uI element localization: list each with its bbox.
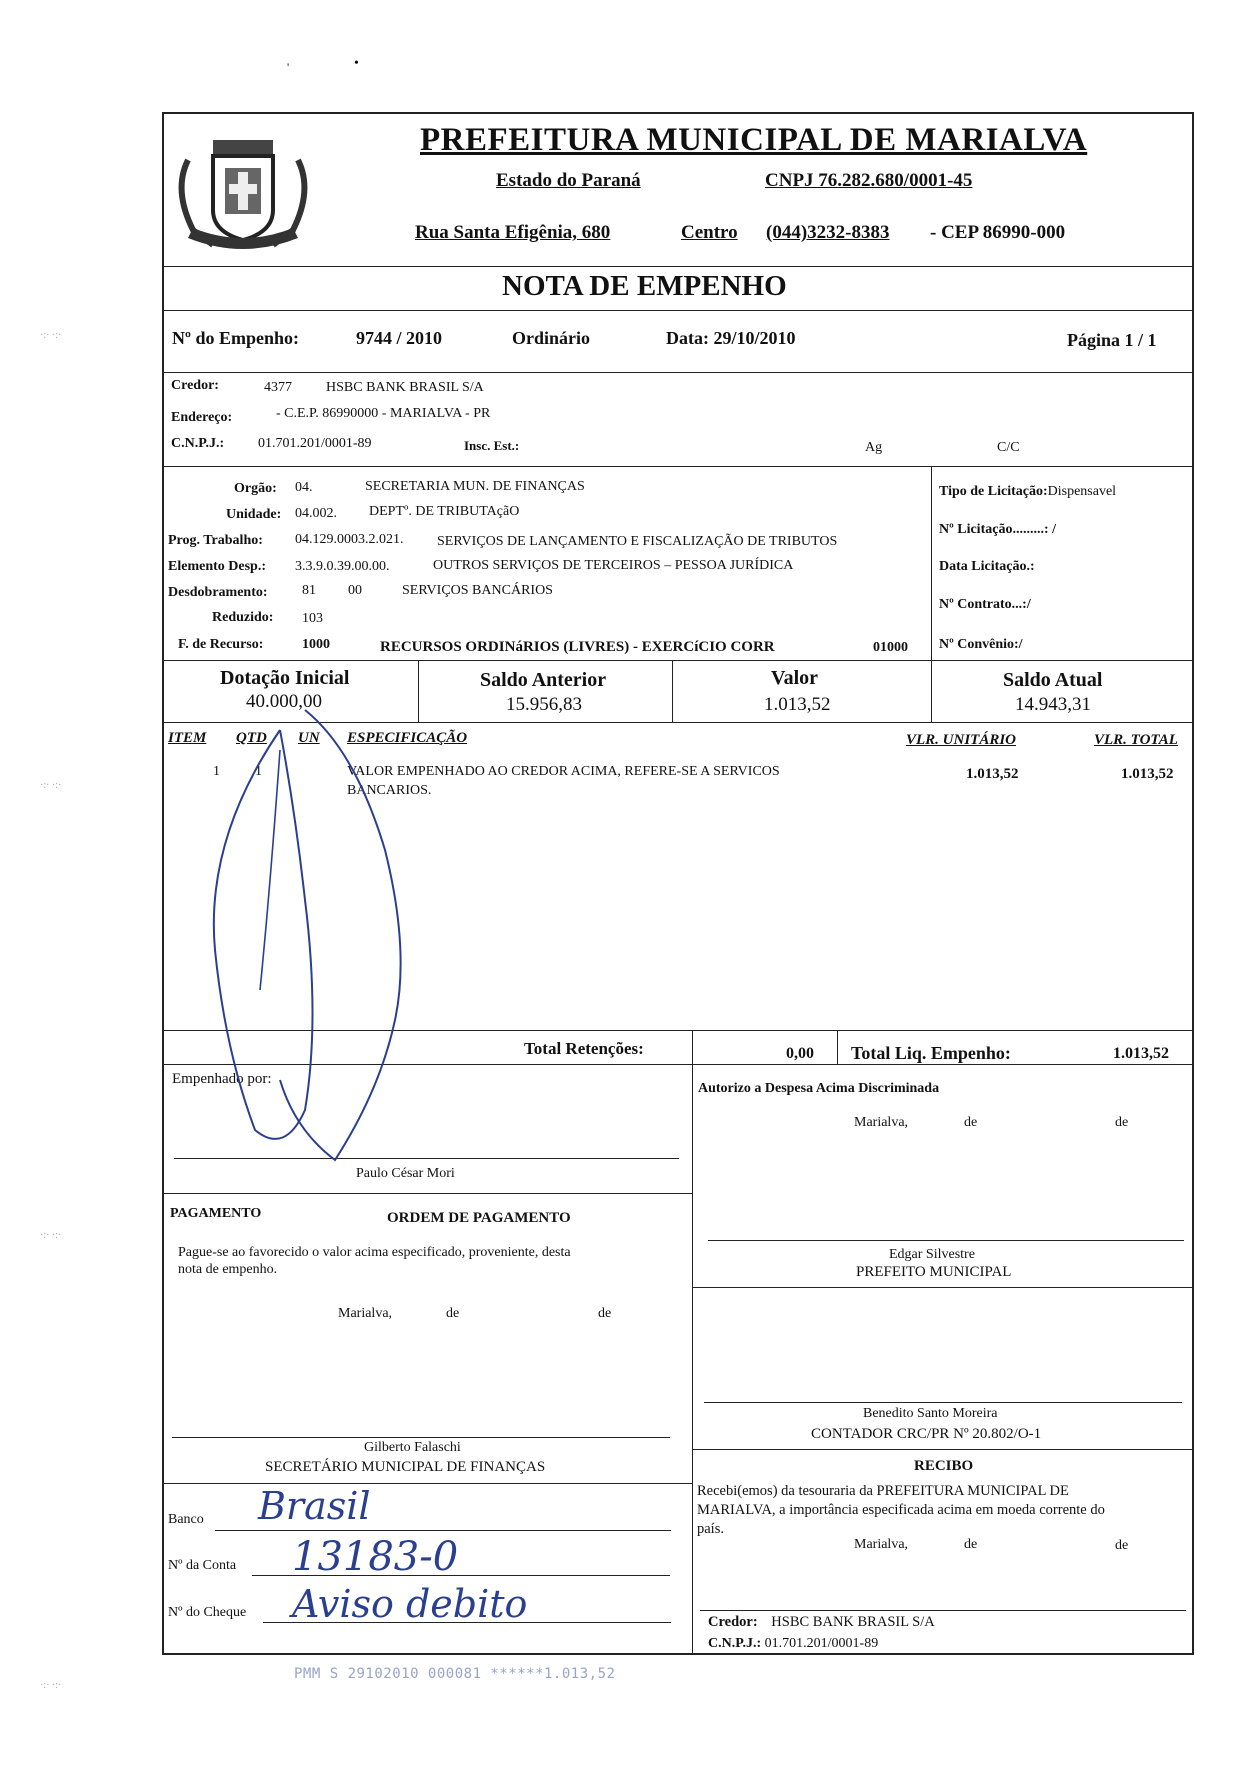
- cheque-handwritten: Aviso debito: [292, 1582, 528, 1626]
- insc-est-label: Insc. Est.:: [464, 438, 520, 453]
- recibo-marialva: Marialva,: [854, 1537, 909, 1552]
- conta-corrente-label: C/C: [997, 440, 1020, 455]
- reduzido-value: 103: [302, 611, 323, 626]
- fonte-recurso-label: F. de Recurso:: [178, 637, 264, 652]
- recibo-de-1: de: [964, 1537, 978, 1552]
- item-row-description: VALOR EMPENHADO AO CREDOR ACIMA, REFERE-SE A SERVICOS: [347, 764, 780, 779]
- prefeito-name: Edgar Silvestre: [889, 1247, 975, 1262]
- saldo-atual-label: Saldo Atual: [1003, 669, 1103, 691]
- conta-handwritten: 13183-0: [292, 1534, 459, 1580]
- recibo-text-3: país.: [697, 1521, 724, 1537]
- unidade-name: DEPTº. DE TRIBUTAçãO: [369, 504, 520, 519]
- divider: [672, 660, 673, 722]
- signature-line: [708, 1240, 1184, 1241]
- fonte-recurso-code2: 01000: [873, 640, 908, 655]
- pagamento-text: Pague-se ao favorecido o valor acima especificado, proveniente, desta: [178, 1245, 571, 1260]
- divider: [692, 1030, 693, 1064]
- pagamento-de-1: de: [446, 1306, 460, 1321]
- scan-noise: ·:· ·:·: [40, 1230, 62, 1241]
- recibo-text: Recebi(emos) da tesouraria da PREFEITURA MUNICIPAL DE: [697, 1483, 1069, 1499]
- unidade-label: Unidade:: [226, 507, 282, 522]
- signature-line: [700, 1610, 1186, 1611]
- desdobramento-name: SERVIÇOS BANCÁRIOS: [402, 583, 553, 598]
- col-header-un: UN: [298, 730, 320, 746]
- pagamento-title: PAGAMENTO: [170, 1206, 262, 1221]
- total-retencoes-value: 0,00: [786, 1045, 814, 1062]
- elemento-label: Elemento Desp.:: [168, 559, 266, 574]
- scan-noise: ·:· ·:·: [40, 1680, 62, 1691]
- contador-title: CONTADOR CRC/PR Nº 20.802/O-1: [811, 1426, 1042, 1442]
- fonte-recurso-code: 1000: [302, 637, 330, 652]
- num-convenio: Nº Convênio:/: [939, 637, 1023, 652]
- col-header-item: ITEM: [168, 730, 207, 746]
- header-cep: - CEP 86990-000: [930, 222, 1066, 243]
- credor-label: Credor:: [171, 378, 219, 393]
- signature-line: [704, 1402, 1182, 1403]
- empenhado-por-name: Paulo César Mori: [356, 1166, 455, 1181]
- pagamento-marialva: Marialva,: [338, 1306, 393, 1321]
- prog-trabalho-code: 04.129.0003.2.021.: [295, 532, 404, 547]
- recibo-cnpj-value: 01.701.201/0001-89: [764, 1636, 879, 1651]
- scan-noise: ·:· ·:·: [40, 330, 62, 341]
- contador-name: Benedito Santo Moreira: [863, 1406, 998, 1421]
- banco-handwritten: Brasil: [258, 1484, 371, 1528]
- divider: [162, 1193, 692, 1194]
- divider: [837, 1030, 838, 1064]
- pagamento-text-2: nota de empenho.: [178, 1262, 278, 1277]
- empenhado-por-label: Empenhado por:: [172, 1071, 272, 1087]
- secretario-title: SECRETÁRIO MUNICIPAL DE FINANÇAS: [265, 1459, 546, 1475]
- valor-value: 1.013,52: [764, 694, 831, 715]
- tipo-licitacao-label: Tipo de Licitação:: [939, 484, 1048, 499]
- orgao-name: SECRETARIA MUN. DE FINANÇAS: [365, 479, 585, 494]
- cnpj-value: 01.701.201/0001-89: [258, 436, 372, 451]
- banco-label: Banco: [168, 1512, 204, 1527]
- header-cnpj: CNPJ 76.282.680/0001-45: [765, 170, 973, 191]
- col-header-especificacao: ESPECIFICAÇÃO: [347, 730, 468, 746]
- autorizo-despesa: Autorizo a Despesa Acima Discriminada: [698, 1081, 940, 1096]
- desdobramento-label: Desdobramento:: [168, 585, 268, 600]
- empenho-number-label: Nº do Empenho:: [172, 328, 299, 348]
- prefeito-title: PREFEITO MUNICIPAL: [856, 1264, 1012, 1280]
- data-licitacao: Data Licitação.:: [939, 559, 1035, 574]
- num-licitacao: Nº Licitação.........: /: [939, 522, 1056, 537]
- total-liq-empenho-label: Total Liq. Empenho:: [851, 1043, 1011, 1063]
- ordem-pagamento-title: ORDEM DE PAGAMENTO: [387, 1210, 571, 1226]
- scan-speck: •: [354, 56, 359, 71]
- divider: [162, 660, 1194, 661]
- col-header-vlr-unitario: VLR. UNITÁRIO: [906, 732, 1017, 748]
- autorizo-de-2: de: [1115, 1115, 1129, 1130]
- recibo-credor-label: Credor:: [708, 1614, 758, 1630]
- coat-of-arms-logo: [168, 120, 318, 260]
- agencia-label: Ag: [865, 440, 883, 455]
- elemento-name: OUTROS SERVIÇOS DE TERCEIROS – PESSOA JURÍDICA: [433, 558, 794, 573]
- dotacao-inicial-value: 40.000,00: [246, 691, 322, 712]
- valor-label: Valor: [771, 667, 819, 689]
- recibo-credor: [708, 1614, 935, 1631]
- empenho-date: Data: 29/10/2010: [666, 328, 796, 348]
- scan-speck: ': [287, 60, 290, 74]
- prog-trabalho-name: SERVIÇOS DE LANÇAMENTO E FISCALIZAÇÃO DE TRIBUTOS: [437, 534, 838, 549]
- divider: [162, 466, 1194, 467]
- header-title: PREFEITURA MUNICIPAL DE MARIALVA: [420, 122, 1088, 158]
- empenho-type: Ordinário: [512, 328, 591, 348]
- recibo-credor-value: HSBC BANK BRASIL S/A: [771, 1614, 935, 1630]
- autorizo-de-1: de: [964, 1115, 978, 1130]
- recibo-cnpj: [708, 1636, 878, 1652]
- divider: [162, 372, 1194, 373]
- col-header-vlr-total: VLR. TOTAL: [1094, 732, 1178, 748]
- saldo-anterior-label: Saldo Anterior: [480, 669, 607, 691]
- num-contrato: Nº Contrato...:/: [939, 597, 1031, 612]
- saldo-atual-value: 14.943,31: [1015, 694, 1091, 715]
- total-retencoes-label: Total Retenções:: [524, 1039, 644, 1058]
- empenho-number-value: 9744 / 2010: [356, 328, 443, 348]
- item-row-qtd: 1: [255, 764, 262, 779]
- item-row-total-value: 1.013,52: [1121, 766, 1174, 782]
- recibo-de-2: de: [1115, 1538, 1129, 1553]
- recibo-text-2: MARIALVA, a importância especificada acima em moeda corrente do: [697, 1502, 1105, 1518]
- desdobramento-code: 81: [302, 583, 316, 598]
- elemento-code: 3.3.9.0.39.00.00.: [295, 559, 390, 574]
- col-header-qtd: QTD: [236, 730, 267, 746]
- footer-stamp: PMM S 29102010 000081 ******1.013,52: [294, 1666, 616, 1682]
- divider: [931, 466, 932, 660]
- desdobramento-code2: 00: [348, 583, 362, 598]
- saldo-anterior-value: 15.956,83: [506, 694, 582, 715]
- recibo-title: RECIBO: [914, 1458, 974, 1474]
- header-telefone: (044)3232-8383: [766, 222, 890, 243]
- total-liq-empenho-value: 1.013,52: [1113, 1045, 1169, 1062]
- prog-trabalho-label: Prog. Trabalho:: [168, 533, 263, 548]
- reduzido-label: Reduzido:: [212, 610, 274, 625]
- page-number: Página 1 / 1: [1067, 330, 1157, 350]
- item-row-number: 1: [213, 764, 220, 779]
- header-rua: Rua Santa Efigênia, 680: [415, 222, 611, 243]
- divider: [162, 1483, 692, 1484]
- fonte-recurso-name: RECURSOS ORDINáRIOS (LIVRES) - EXERCíCIO CORR: [380, 639, 775, 655]
- divider: [162, 266, 1194, 267]
- divider: [692, 1287, 1194, 1288]
- pagamento-de-2: de: [598, 1306, 612, 1321]
- divider: [692, 1449, 1194, 1450]
- dotacao-inicial-label: Dotação Inicial: [220, 667, 350, 689]
- signature-line: [172, 1437, 670, 1438]
- cheque-label: Nº do Cheque: [168, 1605, 247, 1620]
- document-title: NOTA DE EMPENHO: [502, 270, 787, 302]
- endereco-label: Endereço:: [171, 410, 233, 425]
- orgao-label: Orgão:: [234, 481, 277, 496]
- cnpj-label: C.N.P.J.:: [171, 436, 225, 451]
- header-centro: Centro: [681, 222, 738, 243]
- tipo-licitacao: [939, 484, 1116, 500]
- banco-line: [215, 1530, 671, 1531]
- recibo-cnpj-label: C.N.P.J.:: [708, 1636, 762, 1651]
- item-row-description-2: BANCARIOS.: [347, 783, 432, 798]
- conta-label: Nº da Conta: [168, 1558, 237, 1573]
- item-row-unit-value: 1.013,52: [966, 766, 1019, 782]
- credor-name: HSBC BANK BRASIL S/A: [326, 380, 484, 395]
- orgao-code: 04.: [295, 480, 313, 495]
- credor-code: 4377: [264, 380, 292, 395]
- secretario-name: Gilberto Falaschi: [364, 1440, 461, 1455]
- divider: [162, 310, 1194, 311]
- endereco-value: - C.E.P. 86990000 - MARIALVA - PR: [276, 406, 491, 421]
- divider: [692, 1064, 693, 1655]
- handwritten-signature: [185, 690, 435, 1170]
- divider: [931, 660, 932, 722]
- autorizo-marialva: Marialva,: [854, 1115, 909, 1130]
- header-estado: Estado do Paraná: [496, 170, 641, 191]
- unidade-code: 04.002.: [295, 506, 337, 521]
- scan-noise: ·:· ·:·: [40, 780, 62, 791]
- tipo-licitacao-value: Dispensavel: [1047, 484, 1117, 499]
